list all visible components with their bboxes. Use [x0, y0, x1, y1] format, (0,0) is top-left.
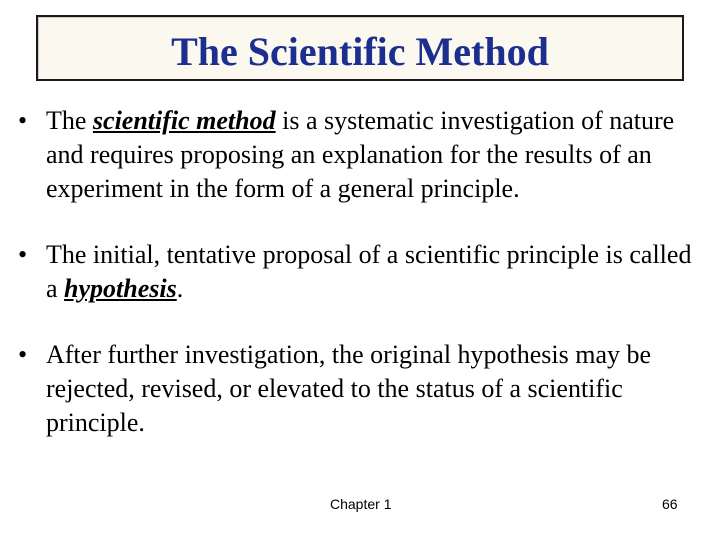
bullet-text-after: is a systematic investigation of nature and requires proposing an explanation for the results of an experiment in the form of a general principle. [46, 106, 675, 203]
bullet-dot-icon: • [18, 340, 28, 369]
bullet-item [18, 104, 708, 206]
bullet-text-before: The [46, 106, 93, 135]
footer-page-number: 66 [662, 496, 678, 512]
bullet-text: After further investigation, the original hypothesis may be rejected, revised, or elevated to the status of a scientific principle. [46, 340, 652, 437]
title-box [36, 15, 684, 81]
bullet-dot-icon: • [18, 240, 28, 269]
key-term: hypothesis [64, 274, 177, 303]
bullet-item [18, 238, 708, 306]
bullet-list [18, 104, 708, 472]
key-term: scientific method [92, 106, 276, 135]
footer-chapter: Chapter 1 [330, 496, 392, 512]
bullet-item [18, 338, 708, 440]
bullet-dot-icon: • [18, 106, 28, 135]
bullet-text-after: . [176, 274, 184, 303]
slide-title: The Scientific Method [171, 29, 549, 74]
bullet-text-before: The initial, tentative proposal of a scientific principle is called a [46, 240, 692, 303]
